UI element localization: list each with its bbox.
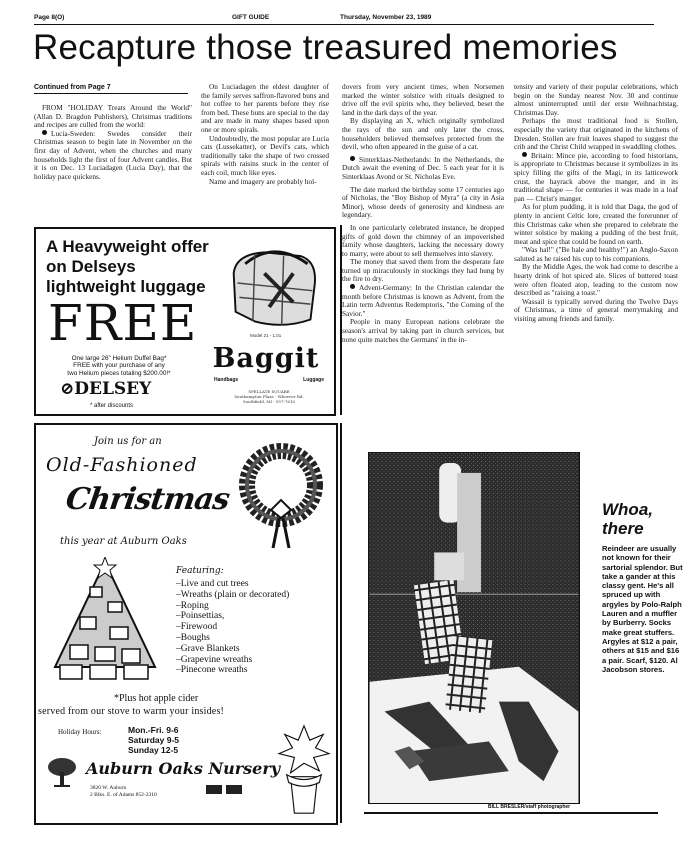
delsey-logo [60,379,151,399]
caption-title-line: Whoa, [602,500,653,519]
ad-subtitle: this year at Auburn Oaks [60,536,187,547]
article-paragraph: By the Middle Ages, the wok had come to describe a hearty drink of hot spiced ale. Slices of buttered toast were often floated atop, leading to the custom now described as "raising a toast." [514,262,678,298]
offer-line: FREE with your purchase of any [73,362,165,370]
article-paragraph: Lucia-Sweden: Swedes consider their Christmas season to begin late in November on the first day of Advent, when the churches and many households light the first of four Advent candles. But it is on Dec. 13 Luciadagen (Lucia Day), that the holiday pace quickens. [34,128,192,181]
offer-line: One large 26" Helium Duffel Bag* [71,355,167,362]
bullet-icon [350,156,355,161]
store-tagline [214,377,324,384]
ad-headline-line: lightweight luggage [46,277,206,296]
address-line: 2 Blks. E. of Adams 852-2310 [90,792,157,798]
cider-line-1: *Plus hot apple cider [114,693,199,704]
ad-footnote: * after discounts [90,403,134,409]
section-name: GIFT GUIDE [232,14,270,21]
oak-tree-icon [46,756,78,788]
ad-intro: Join us for an [94,436,162,447]
article-column-2 [201,83,329,186]
address-line: Southampton Plaza - Whoever Rd. [234,394,304,399]
article-paragraph: As for plum pudding, it is told that Daga, the god of plenty in ancient Celtic lore, created the forerunner of this Christmas cake when she prepared to celebrate the winter solstice by making a pudding of the best fruit, meat and spice that could be found on earth. [514,202,678,246]
featuring-label: Featuring: [176,566,224,576]
payment-logos [206,785,242,794]
tagline-handbags: Handbags [214,377,239,383]
column-rule [340,423,342,823]
hours-line: Saturday 9-5 [128,735,180,745]
cider-line-2: served from our stove to warm your insides! [38,706,225,717]
page-headline: Recapture those treasured memories [33,28,618,67]
article-paragraph: By displaying an X, which originally symbolized the rays of the sun and only later the cross, householders believed themselves protected from the devil, who often appeared in the guise of a cat. [342,116,504,152]
hours-line: Mon.-Fri. 9-6 [128,725,179,735]
column-rule [340,225,342,415]
featured-item: –Live and cut trees [176,579,249,589]
duffel-bag-illustration [224,235,324,331]
christmas-tree-icon [50,557,160,682]
store-address [214,389,324,404]
article-paragraph: Wassail is typically served during the Twelve Days of Christmas, a time of general merrymaking and visiting among friends and family. [514,296,678,324]
article-paragraph: On Luciadagen the eldest daughter of the family serves saffron-flavored buns and hot coffee to her parents before they rise from bed. These buns are special to the day and are made in many shapes based upon one or more spirals. [201,82,329,134]
bullet-icon [350,284,355,289]
business-name: Auburn Oaks Nursery [86,759,281,778]
article-paragraph: In one particularly celebrated instance, he dropped gifts of gold down the chimney of an impoverished family whose daughters, lacking the necessary dowry to marry, were about to sell themselves into slavery. [342,222,504,258]
brand-name: DELSEY [74,379,152,399]
tagline-luggage: Luggage [303,377,324,383]
photo-rule [364,812,658,814]
article-paragraph: tensity and variety of their popular celebrations, which begin on the Sunday nearest Nov. 30 and continue almost uninterrupted until der erste Weihnachtstag, Christmas Day. [514,82,678,117]
poinsettia-plant-icon [276,721,332,817]
model-number: Model 21 - 1.01 [250,333,282,338]
featured-item: –Poinsettias, [176,611,225,622]
ad-headline-line: on Delseys [46,257,136,276]
continued-label: Continued from Page 7 [34,83,188,94]
article-column-3 [342,83,504,344]
bullet-icon [522,152,527,157]
offer-line: two Helium pieces totaling $200.00!* [67,369,171,377]
article-paragraph: FROM "HOLIDAY Treats Around the World" (Allan D. Bragdon Publishers), Christmas traditions and recipes are culled from the world: [34,103,192,130]
ad-headline [46,237,209,297]
address-line: 3820 W. Auburn [90,785,127,791]
caption-title [602,500,653,538]
article-paragraph: Advent-Germany: In the Christian calendar the month before Christmas is known as Advent, from the Latin term Adventus Redemptoris, "the Coming of the Savior." [342,283,504,318]
caption-title-line: there [602,519,644,538]
free-label: FREE [48,294,198,352]
article-paragraph: "Was hal!" ("Be hale and healthy!") an Anglo-Saxon saluted as he raised his cup to his companions. [514,245,678,263]
article-paragraph: Britain: Mince pie, according to food historians, is appropriate to Christmas because it symbolizes in its spicy filling the gifts of the Magi, in its latticework crust, the hayrack above the manger, and in its traditional shape — for centuries it was made in a loaf pan — Christ's manger. [514,150,678,203]
masthead [34,13,654,25]
article-paragraph: Name and imagery are probably hol- [209,176,317,186]
baggit-logo: Baggit [212,343,320,374]
featured-item: –Roping [176,600,209,611]
ad-title-old-fashioned: Old-Fashioned [46,454,198,476]
photo-caption: Reindeer are usually not known for their sartorial splendor. But take a gander at this classy gent. He's all spruced up with argyles by Polo-Ralph Lauren and a muffler by Burberry. Socks make great stuffers. Argyles at $12 a pair, others at $15 and $16 a pair. Scarf, $120. Al Jacobson stores. [602,544,683,674]
christmas-advertisement [34,423,338,825]
article-paragraph: dovers from very ancient times, when Norsemen marked the winter solstice with rituals designed to drive off the evil spirits who, they believed, beset the land in the dark days of the year. [342,82,504,117]
article-column-4 [514,83,678,324]
article-paragraph: People in many European nations celebrate the season's arrival by taking part in church services, but none quite matches the Germans' in the in- [342,317,504,344]
article-paragraph: Sinterklaas-Netherlands: In the Netherlands, the Dutch await the evening of Dec. 5 each year for it is Sinterklaas Avond or St. Nicholas Eve. [342,154,504,181]
hours-label: Holiday Hours: [58,728,102,736]
article-paragraph: Undoubtedly, the most popular are Lucia cats (Lussekatter), or Devil's cats, which traditionally take the shape of two crossed spirals with raisins stuck in the center of each coil, much like eyes. [201,133,329,177]
wreath-icon [231,440,331,550]
address-line: SPELLATE SQUARE [248,389,290,394]
featured-item: –Firewood [176,622,218,633]
featured-item: –Grapevine wreaths [176,654,253,665]
issue-date: Thursday, November 23, 1989 [340,14,432,21]
article-paragraph: The date marked the birthday some 17 centuries ago of Nicholas, the "Boy Bishop of Myra" (a city in Asia Minor), whose deeds of generosity and kindness are legendary. [342,184,504,220]
ad-title-christmas: Christmas [63,482,232,517]
delsey-mark-icon: ⊘ [60,379,75,399]
address-line: Southfield, MI - 557-7610 [242,399,296,404]
page-number: Page 8(O) [34,14,65,21]
luggage-advertisement [34,227,336,416]
reindeer-photo [368,452,580,804]
business-address [90,785,157,799]
holiday-hours [128,725,179,755]
featured-items-list [176,579,289,676]
featured-item: –Boughs [176,632,210,643]
offer-details [44,355,194,377]
bullet-icon [42,130,47,135]
reindeer-sculpture-image [369,453,579,803]
article-column-1 [34,104,192,181]
article-paragraph: The money that saved them from the desperate fate turned up miraculously in stockings they had hung by the fire to dry. [342,257,504,284]
ad-headline-line: A Heavyweight offer [46,237,209,256]
featured-item: –Grave Blankets [176,643,240,654]
hours-line: Sunday 12-5 [128,745,179,755]
card-logo-icon [206,785,222,794]
photo-credit: BILL BRESLER/staff photographer [488,804,571,810]
featured-item: –Pinecone wreaths [176,665,248,676]
card-logo-icon [226,785,242,794]
featured-item: –Wreaths (plain or decorated) [176,589,290,600]
article-paragraph: Perhaps the most traditional food is Stollen, especially the variety that originated in the kitchens of Dresden. Stollen are fruit loaves shaped to suggest the crib and the Christ Child wrapped in swaddling clothes. [514,116,678,152]
